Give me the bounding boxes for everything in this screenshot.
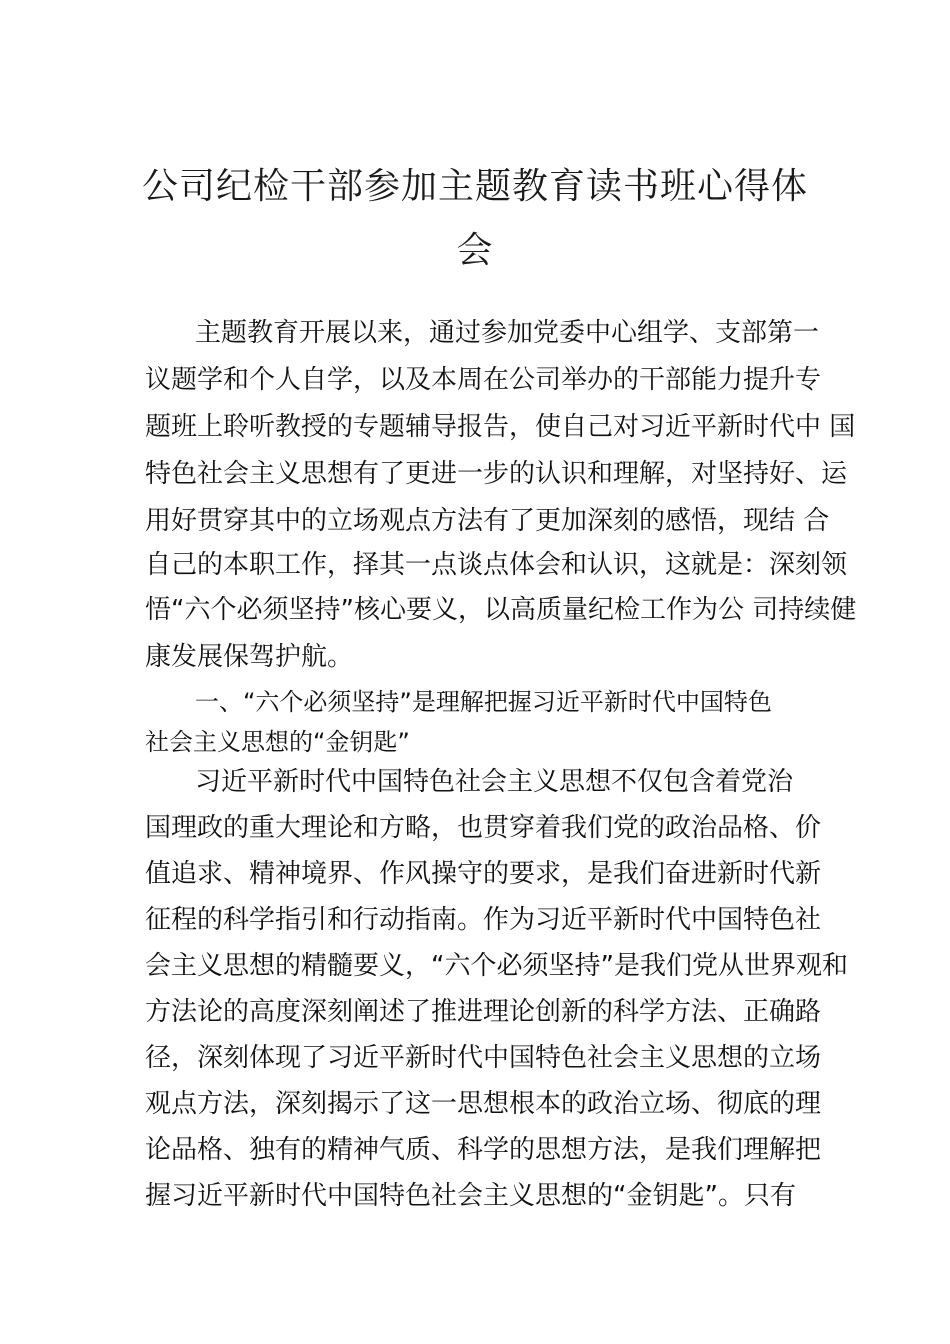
text-line: 握习近平新时代中国特色社会主义思想的“金钥匙”。只有: [145, 1181, 796, 1211]
text-line: 方法论的高度深刻阐述了推进理论创新的科学方法、正确路: [145, 997, 822, 1027]
text-line: 议题学和个人自学，以及本周在公司举办的干部能力提升专: [145, 365, 822, 395]
text-line: 自己的本职工作，择其一点谈点体会和认识，这就是：深刻领: [145, 550, 848, 580]
text-line: 用好贯穿其中的立场观点方法有了更加深刻的感悟，现结 合: [145, 506, 830, 536]
text-line: 特色社会主义思想有了更进一步的认识和理解，对坚持好、运: [145, 459, 848, 489]
text-line: 康发展保驾护航。: [145, 642, 354, 672]
text-line: 主题教育开展以来，通过参加党委中心组学、支部第一: [195, 318, 820, 348]
text-line: 征程的科学指引和行动指南。作为习近平新时代中国特色社: [145, 905, 822, 935]
text-line: 论品格、独有的精神气质、科学的思想方法，是我们理解把: [145, 1135, 822, 1165]
text-line: 悟“六个必须坚持”核心要义，以高质量纪检工作为公 司持续健: [145, 595, 857, 625]
text-line: 径，深刻体现了习近平新时代中国特色社会主义思想的立场: [145, 1043, 822, 1073]
text-line: 值追求、精神境界、作风操守的要求，是我们奋进新时代新: [145, 859, 822, 889]
text-line: 题班上聆听教授的专题辅导报告，使自己对习近平新时代中 国: [145, 412, 856, 442]
text-line: 国理政的重大理论和方略，也贯穿着我们党的政治品格、价: [145, 813, 822, 843]
text-line: 习近平新时代中国特色社会主义思想不仅包含着党治: [195, 767, 794, 797]
section-heading-line-2: 社会主义思想的“金钥匙”: [145, 728, 410, 756]
text-line: 会主义思想的精髓要义，“六个必须坚持”是我们党从世界观和: [145, 951, 848, 981]
section-heading-line-1: 一、“六个必须坚持”是理解把握习近平新时代中国特色: [195, 688, 772, 716]
text-line: 观点方法，深刻揭示了这一思想根本的政治立场、彻底的理: [145, 1089, 822, 1119]
document-title-line-2: 会: [456, 230, 494, 271]
document-title-line-1: 公司纪检干部参加主题教育读书班心得体: [141, 166, 808, 207]
